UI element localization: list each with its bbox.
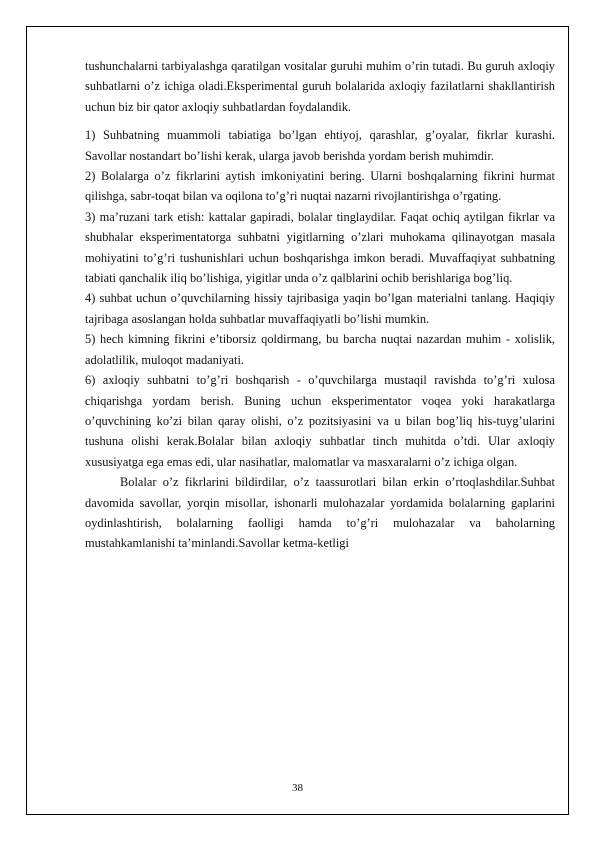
list-item-4: 4) suhbat uchun o’quvchilarning hissiy tajribasiga yaqin bo’lgan materialni tanlang. Haqiqiy tajribaga asoslangan holda suhbatlar muvaffaqiyatli bo’lishi mumkin. (85, 291, 555, 326)
list-item-2: 2) Bolalarga o’z fikrlarini aytish imkoniyatini bering. Ularni boshqalarning fikrini hurmat qilishga, sabr-toqat bilan va oqilona to’g’ri nuqtai nazarni rivojlantirishga o’rgating. (85, 169, 555, 204)
paragraph-intro: tushunchalarni tarbiyalashga qaratilgan vositalar guruhi muhim o’rin tutadi. Bu guruh axloqiy suhbatlarni o’z ichiga oladi.Eksperimental guruh bolalarida axloqiy fazilatlarni shakllantirish uchun biz bir qator axloqiy suhbatlardan foydalandik. (85, 59, 555, 114)
document-body (85, 56, 555, 554)
paragraph-conclusion: Bolalar o’z fikrlarini bildirdilar, o’z taassurotlari bilan erkin o’rtoqlashdilar.Suhbat davomida savollar, yorqin misollar, ishonarli mulohazalar yordamida bolalarning gaplarini oydinlashtirish, bolalarning faolligi hamda to’g’ri mulohazalar va baholarning mustahkamlanishi ta’minlandi.Savollar ketma-ketligi (85, 475, 555, 551)
list-item-6: 6) axloqiy suhbatni to’g’ri boshqarish - o’quvchilarga mustaqil ravishda to’g’ri xulosa chiqarishga yordam berish. Buning uchun eksperimentator voqea yoki harakatlarga o’quvchining ko’zi bilan qaray olishi, o’z pozitsiyasini va u bilan bog’liq his-tuyg’ularini tushuna olishi kerak.Bolalar bilan axloqiy suhbatlar tinch muhitda o’tdi. Ular axloqiy xususiyatga ega emas edi, ular nasihatlar, malomatlar va masxaralarni o’z ichiga olgan. (85, 373, 555, 469)
list-item-1: 1) Suhbatning muammoli tabiatiga bo’lgan ehtiyoj, qarashlar, g’oyalar, fikrlar kurashi. Savollar nostandart bo’lishi kerak, ularga javob berishda yordam berish muhimdir. (85, 128, 555, 163)
list-item-5: 5) hech kimning fikrini e’tiborsiz qoldirmang, bu barcha nuqtai nazardan muhim - xolislik, adolatlilik, muloqot madaniyati. (85, 332, 555, 367)
list-item-3: 3) ma’ruzani tark etish: kattalar gapiradi, bolalar tinglaydilar. Faqat ochiq aytilgan fikrlar va shubhalar eksperimentatorga suhbatni yigitlarning o’zlari muhokama qilinayotgan masala mohiyatini to’g’ri tushunishlari uchun boshqarishga imkon beradi. Muvaffaqiyat suhbatning tabiati qanchalik iliq bo’lishiga, yigitlar unda o’z qalblarini ochib berishlariga bog’liq. (85, 209, 555, 286)
page-number: 38 (292, 782, 303, 794)
